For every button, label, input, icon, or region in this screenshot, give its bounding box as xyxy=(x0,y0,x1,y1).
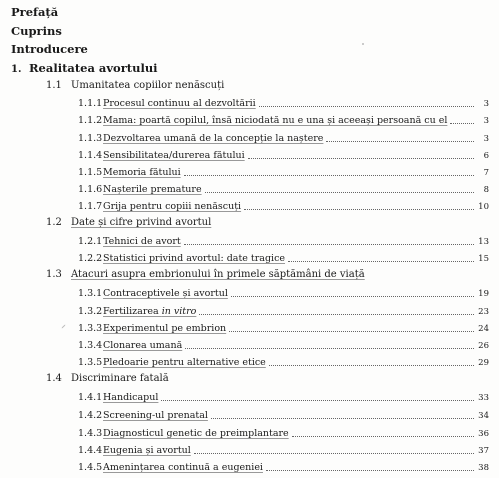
toc-entry-1-1-6[interactable] xyxy=(78,184,489,195)
dot-leader xyxy=(184,244,474,245)
entry-title: Pledoarie pentru alternative etice xyxy=(103,357,266,368)
entry-title: Dezvoltarea umană de la concepție la naștere xyxy=(103,133,324,144)
toc-entry-1-3-1[interactable] xyxy=(78,288,489,299)
entry-title: Mama: poartă copilul, însă niciodată nu e una și aceeași persoană cu el xyxy=(103,115,448,126)
entry-page: 38 xyxy=(478,463,489,473)
dot-leader xyxy=(248,158,474,159)
entry-page: 3 xyxy=(483,116,489,126)
dot-leader xyxy=(244,209,474,210)
entry-page: 10 xyxy=(478,202,489,212)
section-title: Umanitatea copiilor nenăscuți xyxy=(71,80,225,91)
dot-leader xyxy=(205,192,474,193)
toc-entry-1-4-4[interactable] xyxy=(78,445,489,456)
entry-title: Handicapul xyxy=(103,392,159,403)
entry-number: 1.4.1 xyxy=(78,392,103,403)
dot-leader xyxy=(185,348,474,349)
entry-title: Statistici privind avortul: date tragice xyxy=(103,253,286,264)
entry-number: 1.2.1 xyxy=(78,236,103,247)
toc-entry-1-1-4[interactable] xyxy=(78,150,489,161)
entry-number: 1.2.2 xyxy=(78,253,103,264)
entry-page: 37 xyxy=(478,446,489,456)
entry-number: 1.1.6 xyxy=(78,184,103,195)
chapter-number: 1. xyxy=(11,64,22,75)
section-number: 1.1 xyxy=(46,80,62,91)
toc-preface[interactable]: Prefață xyxy=(11,5,59,19)
entry-number: 1.1.5 xyxy=(78,167,103,178)
entry-title: Nașterile premature xyxy=(103,184,202,195)
italic-latin-term: in vitro xyxy=(161,306,197,317)
scan-mark xyxy=(61,324,65,328)
entry-page: 19 xyxy=(478,289,489,299)
section-title: Atacuri asupra embrionului în primele săptămâni de viață xyxy=(71,269,365,280)
toc-section-1-4[interactable] xyxy=(46,373,169,384)
entry-title: Sensibilitatea/durerea fătului xyxy=(103,150,245,161)
entry-number: 1.4.4 xyxy=(78,445,103,456)
entry-title: Screening-ul prenatal xyxy=(103,410,208,421)
entry-number: 1.4.5 xyxy=(78,462,103,473)
entry-page: 3 xyxy=(483,99,489,109)
toc-entry-1-3-2[interactable] xyxy=(78,306,489,317)
entry-page: 24 xyxy=(478,324,489,334)
entry-title: Clonarea umană xyxy=(103,340,183,351)
toc-introducere[interactable]: Introducere xyxy=(11,42,88,56)
entry-title: Grija pentru copiii nenăscuți xyxy=(103,201,242,212)
section-number: 1.2 xyxy=(46,217,62,228)
entry-number: 1.3.3 xyxy=(78,323,103,334)
toc-entry-1-4-2[interactable] xyxy=(78,410,489,421)
section-number: 1.4 xyxy=(46,373,62,384)
scan-speck xyxy=(362,43,364,45)
chapter-title: Realitatea avortului xyxy=(29,61,158,75)
entry-page: 23 xyxy=(478,307,489,317)
dot-leader xyxy=(288,261,474,262)
toc-entry-1-3-5[interactable] xyxy=(78,357,489,368)
dot-leader xyxy=(231,296,474,297)
dot-leader xyxy=(259,106,474,107)
entry-title: Diagnosticul genetic de preimplantare xyxy=(103,428,289,439)
entry-title: Experimentul pe embrion xyxy=(103,323,227,334)
entry-page: 34 xyxy=(478,411,489,421)
toc-entry-1-1-3[interactable] xyxy=(78,133,489,144)
entry-title: Eugenia și avortul xyxy=(103,445,191,456)
dot-leader xyxy=(211,418,474,419)
entry-number: 1.1.2 xyxy=(78,115,103,126)
entry-number: 1.1.4 xyxy=(78,150,103,161)
entry-page: 26 xyxy=(478,341,489,351)
dot-leader xyxy=(266,470,474,471)
entry-number: 1.1.3 xyxy=(78,133,103,144)
entry-page: 36 xyxy=(478,429,489,439)
toc-entry-1-2-1[interactable] xyxy=(78,236,489,247)
toc-entry-1-3-3[interactable] xyxy=(78,323,489,334)
section-title: Date și cifre privind avortul xyxy=(71,217,212,228)
toc-section-1-2[interactable] xyxy=(46,217,211,228)
dot-leader xyxy=(199,314,474,315)
toc-entry-1-1-7[interactable] xyxy=(78,201,489,212)
entry-number: 1.1.7 xyxy=(78,201,103,212)
entry-page: 7 xyxy=(483,168,489,178)
entry-page: 3 xyxy=(483,134,489,144)
toc-section-1-3[interactable] xyxy=(46,269,365,280)
entry-title: Contraceptivele și avortul xyxy=(103,288,228,299)
toc-entry-1-4-3[interactable] xyxy=(78,428,489,439)
entry-number: 1.3.4 xyxy=(78,340,103,351)
entry-number: 1.3.2 xyxy=(78,306,103,317)
entry-page: 6 xyxy=(483,151,489,161)
toc-entry-1-1-1[interactable] xyxy=(78,98,489,109)
dot-leader xyxy=(292,436,474,437)
dot-leader xyxy=(161,400,474,401)
dot-leader xyxy=(194,453,474,454)
toc-chapter-1[interactable] xyxy=(11,61,158,75)
toc-entry-1-1-2[interactable] xyxy=(78,115,489,126)
dot-leader xyxy=(450,123,474,124)
entry-number: 1.4.3 xyxy=(78,428,103,439)
toc-entry-1-4-5[interactable] xyxy=(78,462,489,473)
entry-title: Amenințarea continuă a eugeniei xyxy=(103,462,263,473)
entry-page: 29 xyxy=(478,358,489,368)
entry-number: 1.4.2 xyxy=(78,410,103,421)
toc-section-1-1[interactable] xyxy=(46,80,224,91)
entry-page: 13 xyxy=(478,237,489,247)
entry-number: 1.3.1 xyxy=(78,288,103,299)
entry-page: 8 xyxy=(483,185,489,195)
entry-number: 1.1.1 xyxy=(78,98,103,109)
entry-title: Memoria fătului xyxy=(103,167,181,178)
section-number: 1.3 xyxy=(46,269,62,280)
entry-page: 15 xyxy=(478,254,489,264)
toc-entry-1-4-1[interactable] xyxy=(78,392,489,403)
entry-title: Fertilizarea in vitro xyxy=(103,306,197,317)
entry-number: 1.3.5 xyxy=(78,357,103,368)
entry-title: Tehnici de avort xyxy=(103,236,181,247)
toc-cuprins[interactable]: Cuprins xyxy=(11,24,62,38)
entry-page: 33 xyxy=(478,393,489,403)
dot-leader xyxy=(184,175,474,176)
toc-entry-1-2-2[interactable] xyxy=(78,253,489,264)
toc-entry-1-3-4[interactable] xyxy=(78,340,489,351)
dot-leader xyxy=(269,365,474,366)
dot-leader xyxy=(326,141,474,142)
toc-entry-1-1-5[interactable] xyxy=(78,167,489,178)
dot-leader xyxy=(229,331,474,332)
entry-title: Procesul continuu al dezvoltării xyxy=(103,98,256,109)
section-title: Discriminare fatală xyxy=(71,373,169,384)
